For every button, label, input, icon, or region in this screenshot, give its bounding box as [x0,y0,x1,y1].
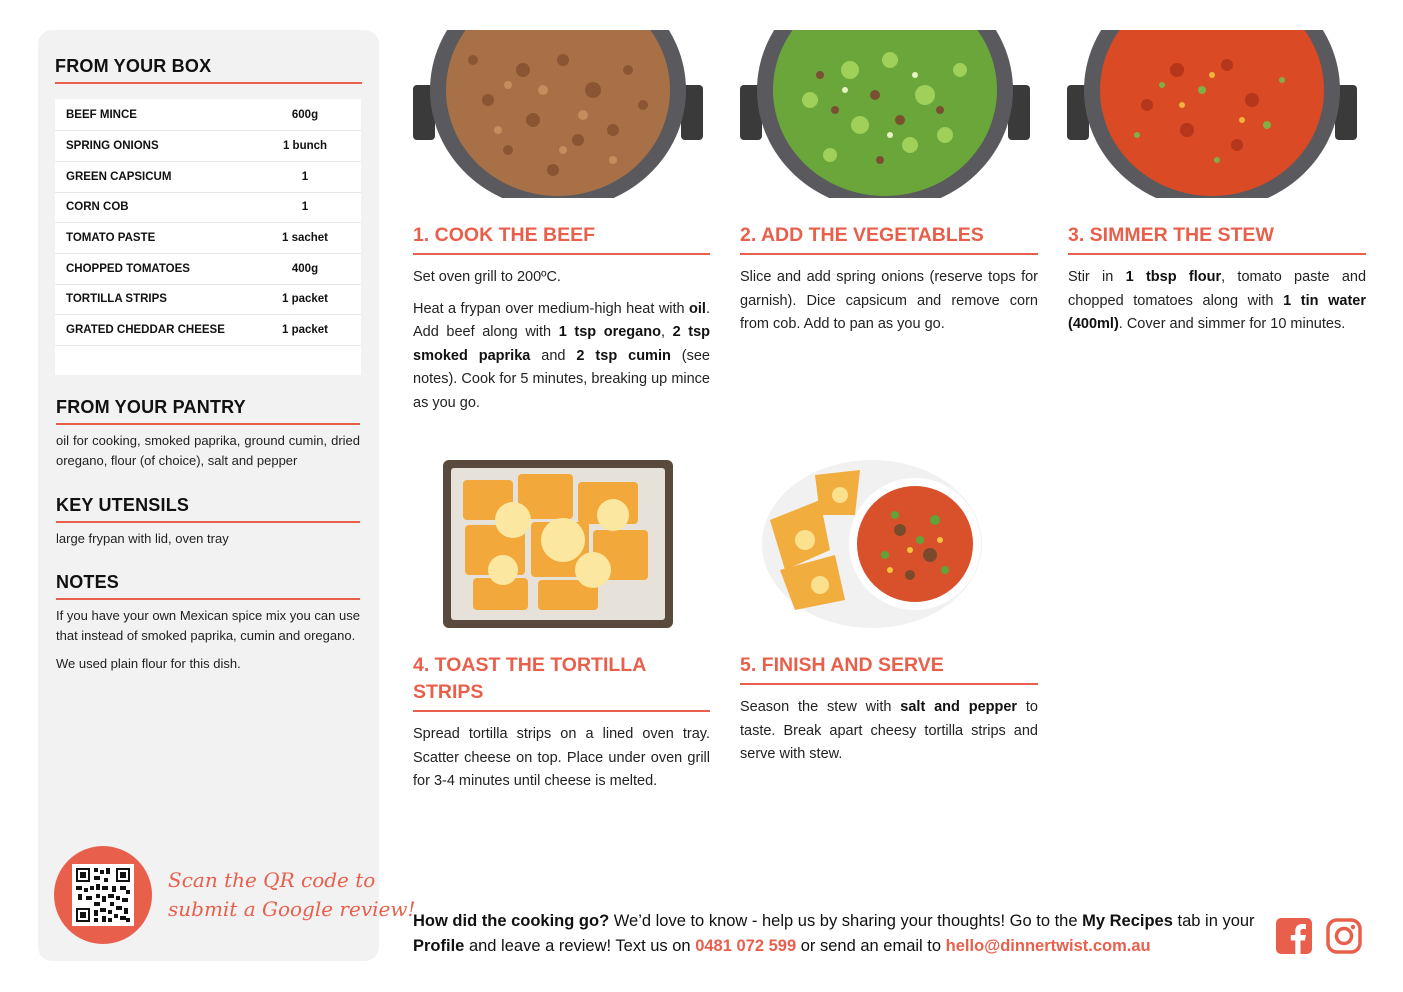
step-4-text [413,723,710,802]
ingredient-qty: 1 bunch [282,139,328,152]
table-row [55,130,361,162]
ingredient-name: SPRING ONIONS [66,139,159,152]
step-5-text [740,696,1038,775]
step-paragraph: Spread tortilla strips on a lined oven tray. Scatter cheese on top. Place under oven grill for 3-4 minutes until cheese is melted. [413,726,710,789]
ingredient-name: TORTILLA STRIPS [66,292,167,305]
divider [740,253,1038,255]
step-5-photo [760,460,985,628]
ingredient-qty: 400g [291,262,319,275]
ingredient-qty: 1 [301,200,309,213]
table-row [55,283,361,315]
step-3-title: 3. SIMMER THE STEW [1068,224,1274,246]
bold-ingredient: salt and pepper [900,699,1018,715]
ingredient-name: CORN COB [66,200,129,213]
step-3-text [1068,266,1366,345]
table-row [55,191,361,223]
table-row [55,161,361,193]
step-paragraph [740,696,1038,767]
table-row [55,99,361,131]
pantry-text: oil for cooking, smoked paprika, ground cumin, dried oregano, flour (of choice), salt and pepper [56,433,360,468]
from-your-pantry-heading: FROM YOUR PANTRY [56,397,246,417]
step-2-title: 2. ADD THE VEGETABLES [740,224,984,246]
divider [56,598,360,600]
qr-caption [168,866,416,924]
step-2-photo [740,30,1030,198]
ingredient-qty: 1 sachet [281,231,329,244]
text-run: Heat a frypan over medium-high heat with [413,300,690,317]
text-run: (see notes). Cook for 5 minutes, breaking up mince as you go. [413,347,710,411]
my-recipes-label: My Recipes [1082,912,1173,930]
ingredient-qty: 1 packet [281,292,329,305]
ingredient-name: BEEF MINCE [66,108,137,121]
table-row [55,222,361,254]
text-run: , tomato paste and chopped tomatoes along with [1068,269,1367,309]
qr-caption-line: submit a Google review! [168,897,416,921]
text-run: , [660,324,673,340]
table-row [55,253,361,285]
step-2-text [740,266,1038,345]
text-run: and leave a review! Text us on [464,937,696,955]
ingredient-qty: 600g [291,108,319,121]
bold-ingredient: 1 tin water (400ml) [1068,292,1367,332]
step-paragraph: Set oven grill to 200ºC. [413,269,561,285]
step-1-title: 1. COOK THE BEEF [413,224,596,246]
divider [413,253,710,255]
text-run: . Cover and simmer for 10 minutes. [1118,316,1346,332]
step-1-text [413,266,710,423]
text-run: We’d love to know - help us by sharing your thoughts! Go to the [609,912,1083,930]
step-4-title: 4. TOAST THE TORTILLA STRIPS [413,654,646,703]
step-5-title: 5. FINISH AND SERVE [740,654,944,676]
bold-ingredient: oil [689,300,706,317]
text-run: . Add beef along with [413,300,710,340]
text-run: Stir in [1068,269,1126,285]
step-paragraph [413,298,710,416]
note-item: If you have your own Mexican spice mix you can use that instead of smoked paprika, cumin and oregano. [56,608,360,643]
facebook-icon[interactable] [1276,918,1312,954]
note-item: We used plain flour for this dish. [56,656,241,671]
bold-ingredient: 2 tsp cumin [576,347,671,364]
notes-heading: NOTES [56,572,120,592]
ingredient-qty: 1 [301,170,309,183]
text-run: Season the stew with [740,699,901,715]
qr-caption-line: Scan the QR code to [168,868,376,892]
table-row [55,314,361,346]
divider [55,82,362,84]
ingredient-name: GRATED CHEDDAR CHEESE [66,323,225,336]
step-paragraph [1068,266,1366,337]
instagram-icon[interactable] [1326,918,1362,954]
text-run: to taste. Break apart cheesy tortilla strips and serve with stew. [740,699,1038,762]
qr-badge[interactable] [54,846,152,944]
text-run: tab in your [1172,912,1255,930]
profile-label: Profile [413,937,465,955]
ingredient-name: CHOPPED TOMATOES [66,262,190,275]
step-3-photo [1067,30,1357,198]
notes-text [56,606,360,682]
divider [413,710,710,712]
divider [56,423,360,425]
utensils-text: large frypan with lid, oven tray [56,531,229,546]
ingredients-table [55,99,361,375]
ingredient-name: GREEN CAPSICUM [66,170,172,183]
ingredient-qty: 1 packet [281,323,329,336]
qr-code-icon[interactable] [72,864,134,926]
bold-ingredient: 1 tsp oregano [558,324,661,340]
bold-ingredient: 1 tbsp flour [1125,269,1222,285]
step-paragraph: Slice and add spring onions (reserve tops for garnish). Dice capsicum and remove corn from cob. Add to pan as you go. [740,269,1038,332]
text-run: and [530,347,577,364]
ingredient-name: TOMATO PASTE [66,231,156,244]
footer-question: How did the cooking go? [413,912,610,930]
bold-ingredient: 2 tsp smoked paprika [413,324,711,364]
key-utensils-heading: KEY UTENSILS [56,495,190,515]
from-your-box-heading: FROM YOUR BOX [55,56,212,76]
text-run: or send an email to [796,937,946,955]
feedback-footer [413,909,1263,959]
divider [56,521,360,523]
email-link[interactable]: hello@dinnertwist.com.au [945,937,1151,955]
step-1-photo [413,30,703,198]
phone-link[interactable]: 0481 072 599 [695,937,797,955]
divider [740,683,1038,685]
step-4-photo [443,460,673,628]
divider [1068,253,1366,255]
